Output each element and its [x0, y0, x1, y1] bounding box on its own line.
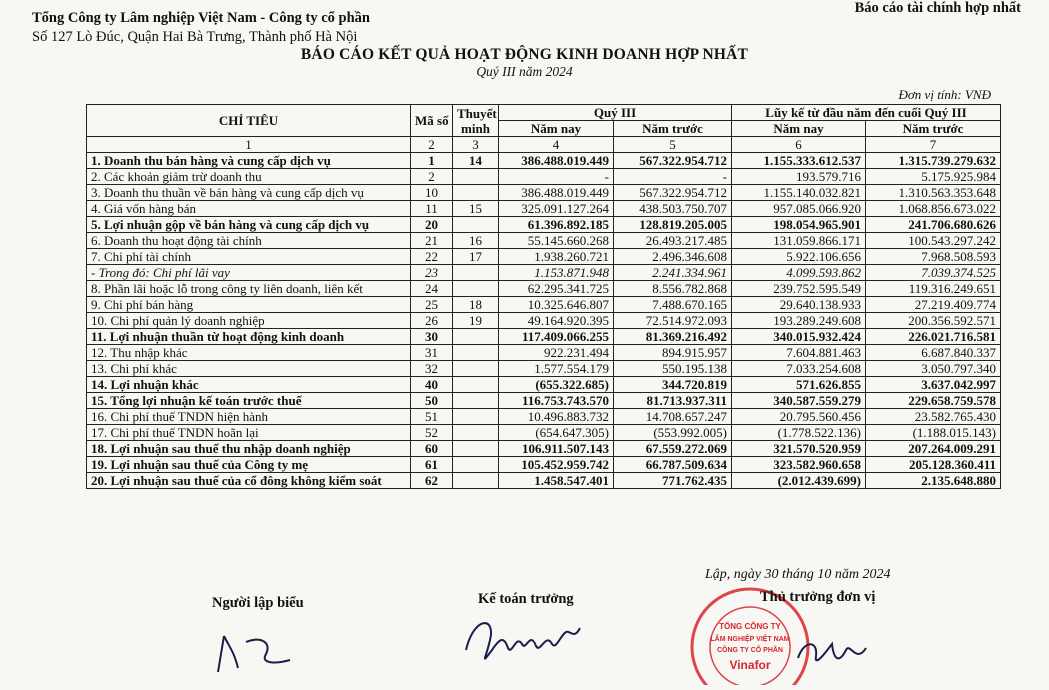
row-q-this-year: - [499, 169, 614, 185]
head-of-unit-title: Thủ trưởng đơn vị [760, 589, 876, 605]
row-y-this-year: 340.015.932.424 [732, 329, 866, 345]
row-note [453, 265, 499, 281]
header-indicator: CHỈ TIÊU [87, 105, 411, 137]
row-q-this-year: 106.911.507.143 [499, 441, 614, 457]
table-row [87, 361, 1001, 377]
row-indicator: 8. Phần lãi hoặc lỗ trong công ty liên doanh, liên kết [87, 281, 411, 297]
row-note [453, 169, 499, 185]
report-type: Báo cáo tài chính hợp nhất [854, 0, 1021, 16]
row-y-last-year: 205.128.360.411 [866, 457, 1001, 473]
row-q-this-year: 386.488.019.449 [499, 153, 614, 169]
row-y-last-year: 241.706.680.626 [866, 217, 1001, 233]
sign-date: Lập, ngày 30 tháng 10 năm 2024 [705, 567, 891, 582]
row-code: 61 [411, 457, 453, 473]
row-indicator: 20. Lợi nhuận sau thuế của cổ đông không kiểm soát [87, 473, 411, 489]
row-indicator: 14. Lợi nhuận khác [87, 377, 411, 393]
row-y-this-year: 131.059.866.171 [732, 233, 866, 249]
row-q-last-year: 81.713.937.311 [614, 393, 732, 409]
row-note [453, 345, 499, 361]
row-y-this-year: 7.033.254.608 [732, 361, 866, 377]
table-row [87, 457, 1001, 473]
row-q-last-year: 72.514.972.093 [614, 313, 732, 329]
row-code: 62 [411, 473, 453, 489]
table-row [87, 441, 1001, 457]
row-y-last-year: 27.219.409.774 [866, 297, 1001, 313]
header-ytd: Lũy kế từ đầu năm đến cuối Quý III [732, 105, 1001, 121]
row-note [453, 281, 499, 297]
chief-accountant-signature [460, 610, 590, 679]
row-y-last-year: 3.637.042.997 [866, 377, 1001, 393]
row-note: 18 [453, 297, 499, 313]
row-y-this-year: 957.085.066.920 [732, 201, 866, 217]
svg-text:Vinafor: Vinafor [729, 658, 771, 672]
row-indicator: 17. Chi phí thuế TNDN hoãn lại [87, 425, 411, 441]
row-y-this-year: 321.570.520.959 [732, 441, 866, 457]
row-code: 21 [411, 233, 453, 249]
row-y-this-year: (2.012.439.699) [732, 473, 866, 489]
row-code: 11 [411, 201, 453, 217]
row-indicator: 5. Lợi nhuận gộp về bán hàng và cung cấp dịch vụ [87, 217, 411, 233]
report-period: Quý III năm 2024 [476, 64, 573, 79]
row-q-last-year: 7.488.670.165 [614, 297, 732, 313]
row-code: 10 [411, 185, 453, 201]
row-q-last-year: 438.503.750.707 [614, 201, 732, 217]
row-note: 19 [453, 313, 499, 329]
row-y-last-year: 100.543.297.242 [866, 233, 1001, 249]
row-y-this-year: 340.587.559.279 [732, 393, 866, 409]
row-indicator: 13. Chi phí khác [87, 361, 411, 377]
header-y-this-year: Năm nay [732, 121, 866, 137]
row-note [453, 329, 499, 345]
row-y-last-year: 119.316.249.651 [866, 281, 1001, 297]
row-code: 50 [411, 393, 453, 409]
seal-text: TỔNG CÔNG TY [719, 622, 781, 631]
row-y-last-year: 1.315.739.279.632 [866, 153, 1001, 169]
chief-accountant-title: Kế toán trưởng [478, 591, 574, 607]
row-code: 23 [411, 265, 453, 281]
row-y-last-year: 226.021.716.581 [866, 329, 1001, 345]
row-indicator: 7. Chi phí tài chính [87, 249, 411, 265]
row-q-this-year: 1.938.260.721 [499, 249, 614, 265]
header-note: Thuyết minh [453, 105, 499, 137]
row-indicator: 18. Lợi nhuận sau thuế thu nhập doanh nghiệp [87, 441, 411, 457]
row-q-this-year: 1.458.547.401 [499, 473, 614, 489]
svg-text:CÔNG TY CỔ PHẦN: CÔNG TY CỔ PHẦN [717, 647, 783, 654]
row-q-last-year: 2.241.334.961 [614, 265, 732, 281]
col-index: 6 [732, 137, 866, 153]
row-indicator: 3. Doanh thu thuần về bán hàng và cung cấp dịch vụ [87, 185, 411, 201]
row-y-this-year: 29.640.138.933 [732, 297, 866, 313]
row-code: 40 [411, 377, 453, 393]
row-q-this-year: 62.295.341.725 [499, 281, 614, 297]
header-code: Mã số [411, 105, 453, 137]
row-note [453, 217, 499, 233]
row-q-this-year: 325.091.127.264 [499, 201, 614, 217]
row-q-last-year: 81.369.216.492 [614, 329, 732, 345]
row-y-last-year: 23.582.765.430 [866, 409, 1001, 425]
row-q-last-year: (553.992.005) [614, 425, 732, 441]
row-q-last-year: 14.708.657.247 [614, 409, 732, 425]
table-row [87, 297, 1001, 313]
col-index: 5 [614, 137, 732, 153]
table-row [87, 153, 1001, 169]
row-note [453, 409, 499, 425]
row-note [453, 457, 499, 473]
row-q-this-year: 1.577.554.179 [499, 361, 614, 377]
row-y-this-year: 193.289.249.608 [732, 313, 866, 329]
row-q-this-year: (654.647.305) [499, 425, 614, 441]
row-indicator: 4. Giá vốn hàng bán [87, 201, 411, 217]
table-row [87, 265, 1001, 281]
row-y-this-year: 20.795.560.456 [732, 409, 866, 425]
row-y-this-year: 1.155.140.032.821 [732, 185, 866, 201]
row-y-last-year: 200.356.592.571 [866, 313, 1001, 329]
row-note: 14 [453, 153, 499, 169]
header-quarter: Quý III [499, 105, 732, 121]
row-q-this-year: 116.753.743.570 [499, 393, 614, 409]
row-indicator: - Trong đó: Chi phí lãi vay [87, 265, 411, 281]
row-q-last-year: 67.559.272.069 [614, 441, 732, 457]
row-y-last-year: 6.687.840.337 [866, 345, 1001, 361]
row-code: 30 [411, 329, 453, 345]
row-y-this-year: (1.778.522.136) [732, 425, 866, 441]
row-code: 31 [411, 345, 453, 361]
row-q-last-year: 550.195.138 [614, 361, 732, 377]
row-indicator: 12. Thu nhập khác [87, 345, 411, 361]
row-q-last-year: - [614, 169, 732, 185]
row-y-last-year: 207.264.009.291 [866, 441, 1001, 457]
row-y-last-year: 2.135.648.880 [866, 473, 1001, 489]
row-code: 60 [411, 441, 453, 457]
header-q-last-year: Năm trước [614, 121, 732, 137]
row-y-this-year: 193.579.716 [732, 169, 866, 185]
row-code: 22 [411, 249, 453, 265]
row-q-this-year: 922.231.494 [499, 345, 614, 361]
head-signature [790, 628, 880, 679]
table-row [87, 233, 1001, 249]
row-indicator: 1. Doanh thu bán hàng và cung cấp dịch vụ [87, 153, 411, 169]
row-y-last-year: 229.658.759.578 [866, 393, 1001, 409]
svg-text:LÂM NGHIỆP VIỆT NAM: LÂM NGHIỆP VIỆT NAM [710, 636, 790, 643]
company-name: Tổng Công ty Lâm nghiệp Việt Nam - Công ty cổ phần [32, 10, 370, 26]
row-q-this-year: 10.325.646.807 [499, 297, 614, 313]
row-q-last-year: 771.762.435 [614, 473, 732, 489]
table-row [87, 281, 1001, 297]
row-indicator: 9. Chi phí bán hàng [87, 297, 411, 313]
row-indicator: 15. Tổng lợi nhuận kế toán trước thuế [87, 393, 411, 409]
row-code: 25 [411, 297, 453, 313]
row-note [453, 185, 499, 201]
row-y-last-year: 1.068.856.673.022 [866, 201, 1001, 217]
row-q-last-year: 894.915.957 [614, 345, 732, 361]
row-q-last-year: 26.493.217.485 [614, 233, 732, 249]
header-q-this-year: Năm nay [499, 121, 614, 137]
col-index: 1 [87, 137, 411, 153]
row-q-last-year: 128.819.205.005 [614, 217, 732, 233]
row-code: 2 [411, 169, 453, 185]
row-y-last-year: 3.050.797.340 [866, 361, 1001, 377]
row-q-last-year: 344.720.819 [614, 377, 732, 393]
row-note [453, 425, 499, 441]
row-q-last-year: 2.496.346.608 [614, 249, 732, 265]
row-y-this-year: 239.752.595.549 [732, 281, 866, 297]
row-note: 15 [453, 201, 499, 217]
row-code: 52 [411, 425, 453, 441]
row-indicator: 2. Các khoản giảm trừ doanh thu [87, 169, 411, 185]
row-y-this-year: 7.604.881.463 [732, 345, 866, 361]
row-y-this-year: 1.155.333.612.537 [732, 153, 866, 169]
table-row [87, 217, 1001, 233]
row-code: 26 [411, 313, 453, 329]
table-row [87, 169, 1001, 185]
row-indicator: 10. Chi phí quản lý doanh nghiệp [87, 313, 411, 329]
row-q-this-year: 1.153.871.948 [499, 265, 614, 281]
row-indicator: 6. Doanh thu hoạt động tài chính [87, 233, 411, 249]
col-index: 2 [411, 137, 453, 153]
row-note [453, 441, 499, 457]
row-q-last-year: 8.556.782.868 [614, 281, 732, 297]
row-q-last-year: 567.322.954.712 [614, 185, 732, 201]
company-address: Số 127 Lò Đúc, Quận Hai Bà Trưng, Thành phố Hà Nội [32, 29, 358, 45]
column-index-row [87, 137, 1001, 153]
table-row [87, 249, 1001, 265]
table-row [87, 185, 1001, 201]
row-code: 51 [411, 409, 453, 425]
row-q-this-year: (655.322.685) [499, 377, 614, 393]
row-q-this-year: 10.496.883.732 [499, 409, 614, 425]
row-y-last-year: 7.968.508.593 [866, 249, 1001, 265]
table-row [87, 201, 1001, 217]
row-q-this-year: 61.396.892.185 [499, 217, 614, 233]
table-row [87, 425, 1001, 441]
table-row [87, 377, 1001, 393]
preparer-signature [200, 628, 310, 679]
col-index: 7 [866, 137, 1001, 153]
row-note [453, 473, 499, 489]
table-row [87, 393, 1001, 409]
row-indicator: 11. Lợi nhuận thuần từ hoạt động kinh doanh [87, 329, 411, 345]
col-index: 3 [453, 137, 499, 153]
row-y-this-year: 4.099.593.862 [732, 265, 866, 281]
row-y-this-year: 323.582.960.658 [732, 457, 866, 473]
row-y-last-year: 7.039.374.525 [866, 265, 1001, 281]
income-statement-table [86, 104, 1001, 489]
currency-unit: Đơn vị tính: VNĐ [898, 87, 991, 102]
row-note [453, 361, 499, 377]
table-row [87, 345, 1001, 361]
row-y-this-year: 198.054.965.901 [732, 217, 866, 233]
row-q-this-year: 55.145.660.268 [499, 233, 614, 249]
row-q-this-year: 105.452.959.742 [499, 457, 614, 473]
table-row [87, 473, 1001, 489]
row-q-this-year: 49.164.920.395 [499, 313, 614, 329]
row-q-this-year: 386.488.019.449 [499, 185, 614, 201]
row-note [453, 377, 499, 393]
row-code: 32 [411, 361, 453, 377]
table-row [87, 409, 1001, 425]
row-note: 17 [453, 249, 499, 265]
row-note: 16 [453, 233, 499, 249]
row-y-this-year: 5.922.106.656 [732, 249, 866, 265]
row-indicator: 16. Chi phí thuế TNDN hiện hành [87, 409, 411, 425]
row-code: 1 [411, 153, 453, 169]
row-y-last-year: (1.188.015.143) [866, 425, 1001, 441]
row-y-this-year: 571.626.855 [732, 377, 866, 393]
col-index: 4 [499, 137, 614, 153]
row-note [453, 393, 499, 409]
row-q-last-year: 567.322.954.712 [614, 153, 732, 169]
report-title: BÁO CÁO KẾT QUẢ HOẠT ĐỘNG KINH DOANH HỢP NHẤT [300, 46, 749, 63]
row-code: 24 [411, 281, 453, 297]
preparer-title: Người lập biểu [212, 595, 304, 611]
row-indicator: 19. Lợi nhuận sau thuế của Công ty mẹ [87, 457, 411, 473]
row-q-last-year: 66.787.509.634 [614, 457, 732, 473]
row-q-this-year: 117.409.066.255 [499, 329, 614, 345]
table-row [87, 329, 1001, 345]
row-y-last-year: 1.310.563.353.648 [866, 185, 1001, 201]
row-code: 20 [411, 217, 453, 233]
table-row [87, 313, 1001, 329]
header-y-last-year: Năm trước [866, 121, 1001, 137]
row-y-last-year: 5.175.925.984 [866, 169, 1001, 185]
